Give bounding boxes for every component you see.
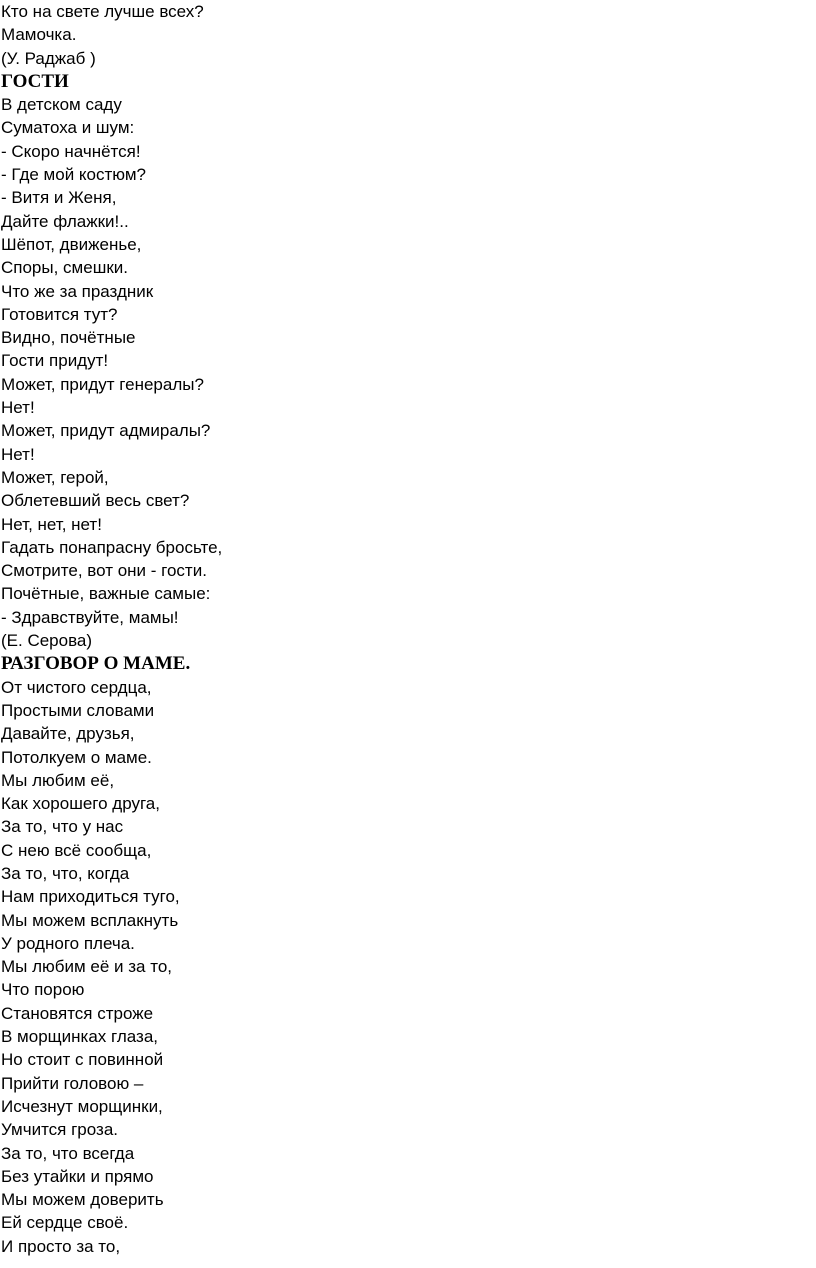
heading-razgovor-o-mame: РАЗГОВОР О МАМЕ.	[1, 653, 191, 675]
poem-line: Ей сердце своё.	[1, 1213, 129, 1233]
poem-line: Мы любим её,	[1, 770, 115, 790]
poem-line: Почётные, важные самые:	[1, 584, 211, 604]
poem-gosti	[1, 93, 816, 652]
poem-line: Гости придут!	[1, 351, 109, 371]
poem-line: Простыми словами	[1, 700, 155, 720]
heading-gosti: ГОСТИ	[1, 70, 69, 92]
poem-line: За то, что у нас	[1, 817, 124, 837]
poem-line: Прийти головою –	[1, 1073, 144, 1093]
poem-line: Умчится гроза.	[1, 1120, 118, 1140]
poem-line: Шёпот, движенье,	[1, 234, 142, 254]
poem-line: Может, придут адмиралы?	[1, 421, 211, 441]
poem-line: Мамочка.	[1, 25, 77, 45]
poem-line: (У. Раджаб )	[1, 48, 96, 68]
poem-line: Готовится тут?	[1, 304, 118, 324]
poem-line: Что же за праздник	[1, 281, 154, 301]
poem-line: Становятся строже	[1, 1003, 154, 1023]
poem-line: - Витя и Женя,	[1, 188, 117, 208]
poem-line: Гадать понапрасну бросьте,	[1, 537, 223, 557]
poem-line: Может, придут генералы?	[1, 374, 204, 394]
poem-line: Мы можем всплакнуть	[1, 910, 179, 930]
poem-line: Споры, смешки.	[1, 258, 128, 278]
poem-line: Нет!	[1, 398, 35, 418]
poem-line: (Е. Серова)	[1, 631, 93, 651]
poem-line: Что порою	[1, 980, 85, 1000]
poem-line: Без утайки и прямо	[1, 1166, 154, 1186]
poem-line: Суматоха и шум:	[1, 118, 135, 138]
poem-line: С нею всё сообща,	[1, 840, 152, 860]
poem-line: Смотрите, вот они - гости.	[1, 561, 207, 581]
poem-line: Давайте, друзья,	[1, 724, 135, 744]
poem-line: Видно, почётные	[1, 328, 136, 348]
poem-line: Исчезнут морщинки,	[1, 1096, 163, 1116]
poem-line: Кто на свете лучше всех?	[1, 2, 204, 21]
poem-line: Но стоит с повинной	[1, 1050, 164, 1070]
poem-line: У родного плеча.	[1, 933, 135, 953]
poem-razgovor-o-mame	[1, 676, 816, 1258]
poem-line: Потолкуем о маме.	[1, 747, 152, 767]
poem-line: В детском саду	[1, 95, 122, 115]
poem-line: В морщинках глаза,	[1, 1027, 159, 1047]
poem-line: За то, что, когда	[1, 863, 130, 883]
poem-line: - Скоро начнётся!	[1, 141, 141, 161]
poem-line: - Здравствуйте, мамы!	[1, 607, 179, 627]
poem-line: И просто за то,	[1, 1236, 121, 1256]
poem-line: Мы любим её и за то,	[1, 957, 173, 977]
poem-line: Может, герой,	[1, 467, 109, 487]
poem-line: Дайте флажки!..	[1, 211, 129, 231]
poem-line: Нет!	[1, 444, 35, 464]
poem-line: От чистого сердца,	[1, 677, 152, 697]
poem-line: За то, что всегда	[1, 1143, 135, 1163]
poem-line: Как хорошего друга,	[1, 794, 160, 814]
poem-line: Нет, нет, нет!	[1, 514, 102, 534]
poem-line: - Где мой костюм?	[1, 165, 146, 185]
poem-line: Нам приходиться туго,	[1, 887, 180, 907]
poem-line: Мы можем доверить	[1, 1190, 164, 1210]
poem-line: Облетевший весь свет?	[1, 491, 190, 511]
poem-intro	[1, 0, 816, 70]
